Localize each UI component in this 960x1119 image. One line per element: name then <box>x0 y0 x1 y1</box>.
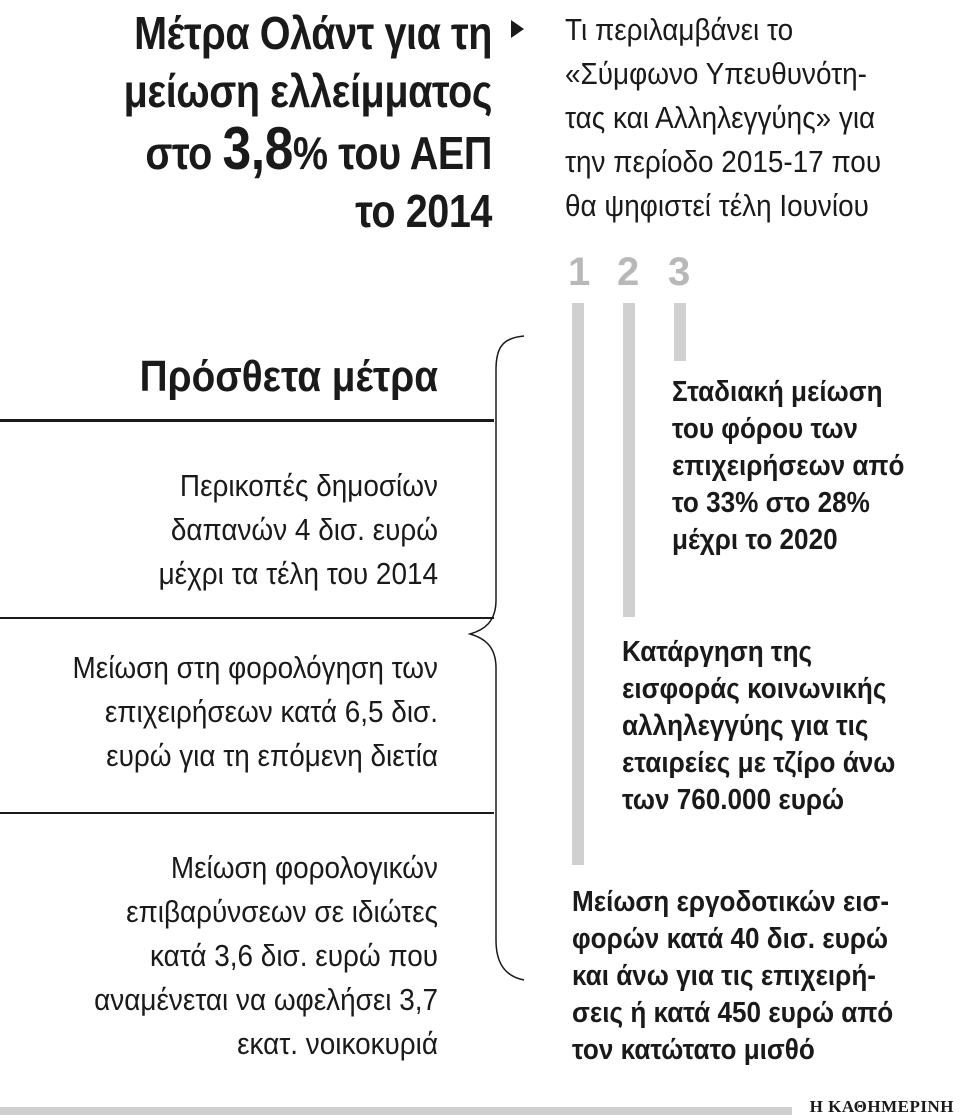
subtitle <box>565 8 916 228</box>
measure-line: δαπανών 4 δισ. ευρώ <box>170 512 438 547</box>
measure-line: κατά 3,6 δισ. ευρώ που <box>150 938 438 973</box>
subtitle-line: «Σύμφωνο Υπευθυνότη- <box>565 56 867 91</box>
pact-item-1 <box>572 884 893 1069</box>
measure-line: επιχειρήσεων κατά 6,5 δισ. <box>104 694 438 729</box>
pact-line: φορών κατά 40 δισ. ευρώ <box>572 923 889 955</box>
pact-number-3: 3 <box>668 250 691 294</box>
pact-line: εισφοράς κοινωνικής <box>622 673 887 705</box>
newspaper-logo: Η ΚΑΘΗΜΕΡΙΝΗ <box>809 1097 954 1116</box>
measure-line: Μείωση φορολογικών <box>170 850 438 885</box>
additional-measure-3 <box>15 846 438 1066</box>
subtitle-line: Τι περιλαμβάνει το <box>565 12 794 47</box>
title-text: στο <box>145 127 223 179</box>
subtitle-line: τας και Αλληλεγγύης» για <box>565 100 876 135</box>
pact-line: Σταδιακή μείωση <box>672 376 883 408</box>
measure-line: ευρώ για τη επόμενη διετία <box>106 738 438 773</box>
pact-line: και άνω για τις επιχειρή- <box>572 960 876 992</box>
pact-line: εταιρείες με τζίρο άνω <box>622 747 896 779</box>
pact-item-2 <box>622 634 895 819</box>
pact-item-3 <box>672 374 904 559</box>
measure-line: Μείωση στη φορολόγηση των <box>72 650 438 685</box>
measure-line: εκατ. νοικοκυριά <box>237 1026 438 1061</box>
additional-measure-1 <box>24 464 438 596</box>
title-line: το 2014 <box>355 185 492 237</box>
measure-divider <box>0 617 494 619</box>
pact-line: Κατάργηση της <box>622 636 813 668</box>
triangle-arrow-icon <box>511 20 524 38</box>
pact-line: το 33% στο 28% <box>672 487 870 519</box>
main-title <box>79 4 492 240</box>
subtitle-line: την περίοδο 2015-17 που <box>565 144 882 179</box>
additional-measures-heading: Πρόσθετα μέτρα <box>139 352 438 401</box>
timeline-bar-1 <box>572 303 584 865</box>
curly-brace <box>462 330 532 990</box>
title-line: μείωση ελλείμματος <box>123 65 492 117</box>
pact-number-1: 1 <box>568 250 591 294</box>
pact-line: των 760.000 ευρώ <box>622 784 845 816</box>
pact-line: αλληλεγγύης για τις <box>622 710 869 742</box>
pact-line: τον κατώτατο μισθό <box>572 1034 815 1066</box>
pact-line: Μείωση εργοδοτικών εισ- <box>572 886 890 918</box>
title-line: Μέτρα Ολάντ για τη <box>134 7 492 59</box>
measure-line: επιβαρύνσεων σε ιδιώτες <box>126 894 438 929</box>
title-line <box>79 115 492 182</box>
measure-line: αναμένεται να ωφελήσει 3,7 <box>94 982 438 1017</box>
measure-line: μέχρι τα τέλη του 2014 <box>158 556 438 591</box>
title-text: % του ΑΕΠ <box>292 127 492 179</box>
measure-divider <box>0 812 494 814</box>
heading-divider <box>0 419 494 422</box>
subtitle-line: θα ψηφιστεί τέλη Ιουνίου <box>565 188 869 223</box>
measure-line: Περικοπές δημοσίων <box>179 468 439 503</box>
pact-line: σεις ή κατά 450 ευρώ από <box>572 997 894 1029</box>
title-highlight-number: 3,8 <box>222 115 293 182</box>
footer-bar <box>0 1107 792 1115</box>
additional-measure-2 <box>15 646 438 778</box>
timeline-bar-3 <box>674 303 686 361</box>
timeline-bar-2 <box>623 303 635 617</box>
pact-line: μέχρι το 2020 <box>672 524 838 556</box>
pact-line: του φόρου των <box>672 413 858 445</box>
pact-number-2: 2 <box>617 250 640 294</box>
pact-line: επιχειρήσεων από <box>672 450 905 482</box>
